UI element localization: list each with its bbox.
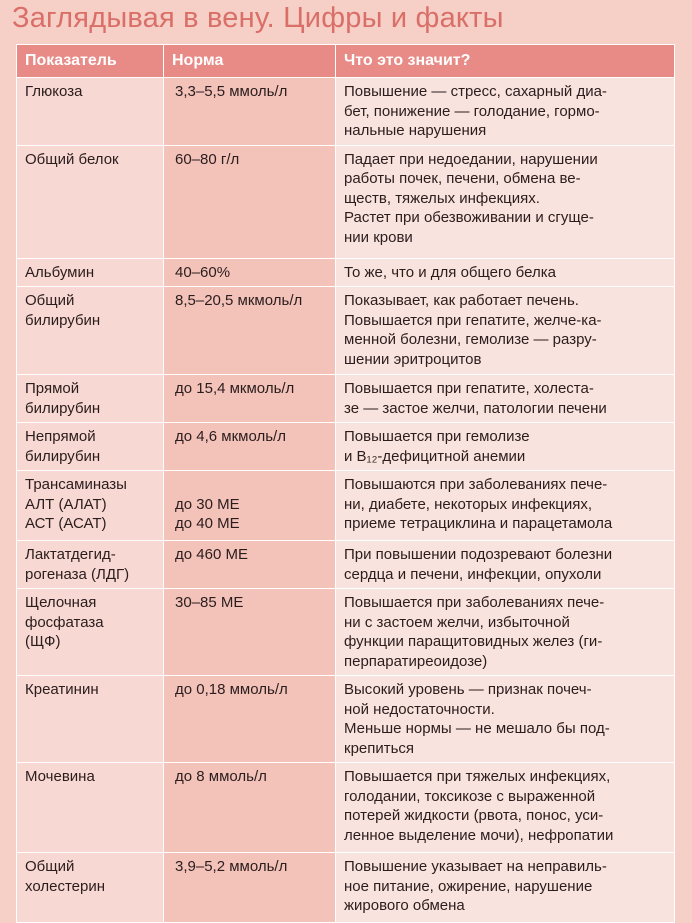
text-line: шении эритроцитов <box>344 350 482 368</box>
text-line: до 0,18 ммоль/л <box>175 681 288 698</box>
meaning-cell <box>336 471 675 541</box>
text-line: функции паращитовидных желез (ги- <box>344 633 603 650</box>
page-title: Заглядывая в вену. Цифры и факты <box>12 2 504 34</box>
norm-cell <box>164 676 336 763</box>
table-row <box>17 258 675 287</box>
text-line: билирубин <box>25 399 101 417</box>
text-line: Повышается при тяжелых инфекциях, <box>344 768 611 785</box>
norm-cell <box>164 541 336 589</box>
header-indicator: Показатель <box>17 45 164 78</box>
text-line: Повышаются при заболеваниях пече- <box>344 476 608 493</box>
text-line: Повышается при гепатите, холеста- <box>344 380 594 397</box>
text-line: фосфатаза <box>25 613 104 631</box>
norm-cell <box>164 589 336 676</box>
text-line: Повышается при гепатите, желче-ка- <box>344 311 602 329</box>
text-line: Меньше нормы — не мешало бы под- <box>344 720 610 737</box>
text-line: 60–80 г/л <box>175 150 240 168</box>
text-line: 3,9–5,2 ммоль/л <box>175 858 288 875</box>
text-line: 8,5–20,5 мкмоль/л <box>175 292 303 309</box>
indicator-cell <box>17 676 164 763</box>
text-line: Повышение — стресс, сахарный диа- <box>344 83 607 100</box>
text-line: нальные нарушения <box>344 122 487 139</box>
indicator-cell <box>17 78 164 146</box>
indicator-cell <box>17 423 164 471</box>
text-line: приеме тетрациклина и парацетамола <box>344 515 613 532</box>
header-norm: Норма <box>164 45 336 78</box>
text-line: до 40 МЕ <box>175 515 240 532</box>
text-line: Падает при недоедании, нарушении <box>344 150 598 168</box>
text-line: Высокий уровень — признак почеч- <box>344 681 592 698</box>
text-line: Глюкоза <box>25 83 83 100</box>
text-line: Прямой <box>25 380 80 397</box>
text-line: 30–85 МЕ <box>175 594 244 611</box>
text-line: Общий <box>25 858 75 875</box>
text-line: 40–60% <box>175 263 231 281</box>
norm-cell <box>164 763 336 853</box>
text-line: Альбумин <box>25 263 95 281</box>
table-row <box>17 589 675 676</box>
indicator-cell <box>17 471 164 541</box>
norm-cell <box>164 853 336 923</box>
text-line: (ЩФ) <box>25 633 61 650</box>
text-line: ществ, тяжелых инфекциях. <box>344 189 540 207</box>
text-line: Лактатдегид- <box>25 546 116 563</box>
text-line: и B₁₂-дефицитной анемии <box>344 447 526 465</box>
text-line: сердца и печени, инфекции, опухоли <box>344 565 602 583</box>
text-line: Непрямой <box>25 428 96 445</box>
meaning-cell <box>336 375 675 423</box>
indicator-cell <box>17 763 164 853</box>
norm-cell <box>164 78 336 146</box>
norm-cell <box>164 258 336 287</box>
text-line: ленное выделение мочи), нефропатии <box>344 826 614 844</box>
text-line: ное питание, ожирение, нарушение <box>344 877 593 895</box>
table-row <box>17 287 675 375</box>
text-line: перпаратиреоидозе) <box>344 652 488 670</box>
text-line: Мочевина <box>25 768 95 785</box>
text-line: Растет при обезвоживании и сгуще- <box>344 209 594 226</box>
norm-cell <box>164 471 336 541</box>
text-line: Креатинин <box>25 681 99 698</box>
text-line: АЛТ (АЛАТ) <box>25 495 107 513</box>
table-row <box>17 853 675 923</box>
table-row <box>17 763 675 853</box>
indicator-cell <box>17 589 164 676</box>
text-line: голодании, токсикозе с выраженной <box>344 787 596 805</box>
meaning-cell <box>336 589 675 676</box>
meaning-cell <box>336 676 675 763</box>
meaning-cell <box>336 763 675 853</box>
meaning-cell <box>336 541 675 589</box>
meaning-cell <box>336 853 675 923</box>
text-line: холестерин <box>25 877 105 895</box>
text-line: Общий белок <box>25 150 119 168</box>
text-line: зе — застое желчи, патологии печени <box>344 399 607 417</box>
text-line: ной недостаточности. <box>344 700 495 718</box>
text-line: Повышается при гемолизе <box>344 428 530 445</box>
table-row <box>17 676 675 763</box>
meaning-cell <box>336 78 675 146</box>
table-row <box>17 423 675 471</box>
text-line <box>175 475 329 495</box>
meaning-cell <box>336 287 675 375</box>
text-line: То же, что и для общего белка <box>344 263 556 281</box>
table-row <box>17 541 675 589</box>
text-line: работы почек, печени, обмена ве- <box>344 170 581 187</box>
text-line: билирубин <box>25 447 101 465</box>
meaning-cell <box>336 423 675 471</box>
text-line: нии крови <box>344 228 413 246</box>
text-line: 3,3–5,5 ммоль/л <box>175 83 288 100</box>
indicator-cell <box>17 145 164 258</box>
indicator-cell <box>17 375 164 423</box>
text-line: Трансаминазы <box>25 476 127 493</box>
text-line: Повышение указывает на неправиль- <box>344 858 607 875</box>
table-header <box>17 45 675 78</box>
text-line: рогеназа (ЛДГ) <box>25 565 130 583</box>
indicator-cell <box>17 853 164 923</box>
text-line: до 460 МЕ <box>175 546 248 563</box>
text-line: Показывает, как работает печень. <box>344 292 579 309</box>
facts-table <box>16 44 675 923</box>
table-row <box>17 145 675 258</box>
indicator-cell <box>17 287 164 375</box>
indicator-cell <box>17 258 164 287</box>
text-line: ни, диабете, некоторых инфекциях, <box>344 495 592 513</box>
text-line: Общий <box>25 292 75 309</box>
meaning-cell <box>336 258 675 287</box>
text-line: до 15,4 мкмоль/л <box>175 380 295 397</box>
table-row <box>17 375 675 423</box>
text-line: до 30 МЕ <box>175 495 240 513</box>
text-line: потерей жидкости (рвота, понос, уси- <box>344 807 604 824</box>
norm-cell <box>164 287 336 375</box>
text-line: бет, понижение — голодание, гормо- <box>344 102 600 120</box>
text-line: крепиться <box>344 739 415 757</box>
norm-cell <box>164 375 336 423</box>
text-line: жирового обмена <box>344 897 465 914</box>
text-line: АСТ (АСАТ) <box>25 515 107 532</box>
header-meaning: Что это значит? <box>336 45 675 78</box>
text-line: менной болезни, гемолизе — разру- <box>344 331 597 348</box>
norm-cell <box>164 423 336 471</box>
meaning-cell <box>336 145 675 258</box>
text-line: до 4,6 мкмоль/л <box>175 428 286 445</box>
text-line: Повышается при заболеваниях пече- <box>344 594 605 611</box>
text-line: Щелочная <box>25 594 97 611</box>
table-row <box>17 78 675 146</box>
text-line: до 8 ммоль/л <box>175 768 267 785</box>
indicator-cell <box>17 541 164 589</box>
text-line: ни с застоем желчи, избыточной <box>344 613 570 631</box>
text-line: билирубин <box>25 311 101 329</box>
text-line: При повышении подозревают болезни <box>344 546 613 563</box>
norm-cell <box>164 145 336 258</box>
table-row <box>17 471 675 541</box>
